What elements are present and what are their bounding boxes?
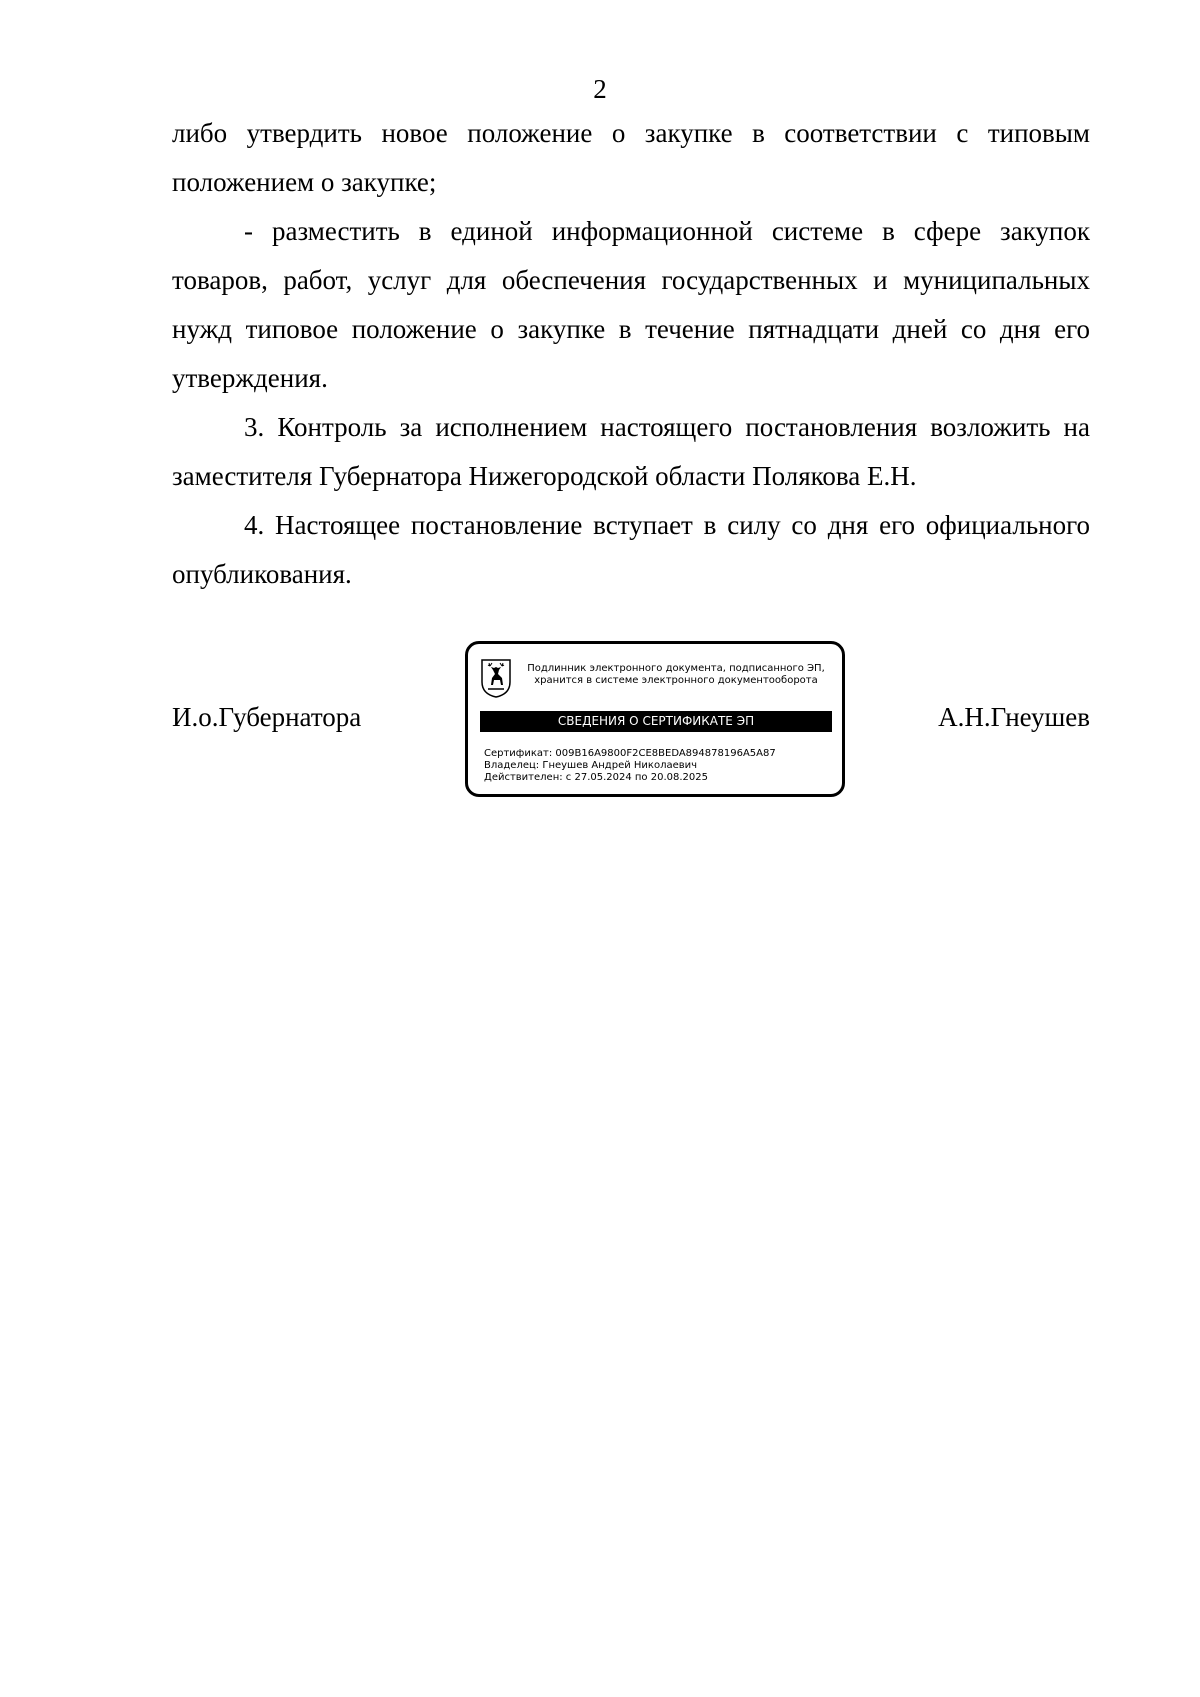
certificate-owner: Владелец: Гнеушев Андрей Николаевич bbox=[484, 760, 698, 771]
stamp-header-line: хранится в системе электронного документооборота bbox=[534, 675, 818, 686]
signature-block bbox=[172, 641, 1090, 805]
electronic-signature-stamp bbox=[465, 641, 845, 797]
stamp-header-line: Подлинник электронного документа, подписанного ЭП, bbox=[527, 663, 825, 674]
certificate-serial: Сертификат: 009B16A9800F2CE8BEDA894878196A5A87 bbox=[484, 748, 776, 759]
paragraph: - разместить в единой информационной системе в сфере закупок товаров, работ, услуг для обеспечения государственных и муниципальных нужд типовое положение о закупке в течение пятнадцати дней со дня его утверждения. bbox=[172, 216, 1090, 393]
signatory-position: И.о.Губернатора bbox=[172, 702, 362, 732]
paragraph: 3. Контроль за исполнением настоящего постановления возложить на заместителя Губернатора Нижегородской области Полякова Е.Н. bbox=[172, 412, 1090, 491]
signatory-name: А.Н.Гнеушев bbox=[938, 702, 1090, 732]
paragraph: 4. Настоящее постановление вступает в силу со дня его официального опубликования. bbox=[172, 510, 1090, 589]
certificate-details bbox=[484, 748, 776, 784]
deer-coat-of-arms-icon bbox=[480, 658, 512, 698]
document-body bbox=[172, 109, 1090, 599]
paragraph: либо утвердить новое положение о закупке в соответствии с типовым положением о закупке; bbox=[172, 118, 1090, 197]
stamp-title-bar: СВЕДЕНИЯ О СЕРТИФИКАТЕ ЭП bbox=[480, 711, 832, 732]
certificate-validity: Действителен: с 27.05.2024 по 20.08.2025 bbox=[484, 772, 708, 783]
page-number: 2 bbox=[593, 74, 607, 104]
stamp-header bbox=[516, 663, 836, 687]
